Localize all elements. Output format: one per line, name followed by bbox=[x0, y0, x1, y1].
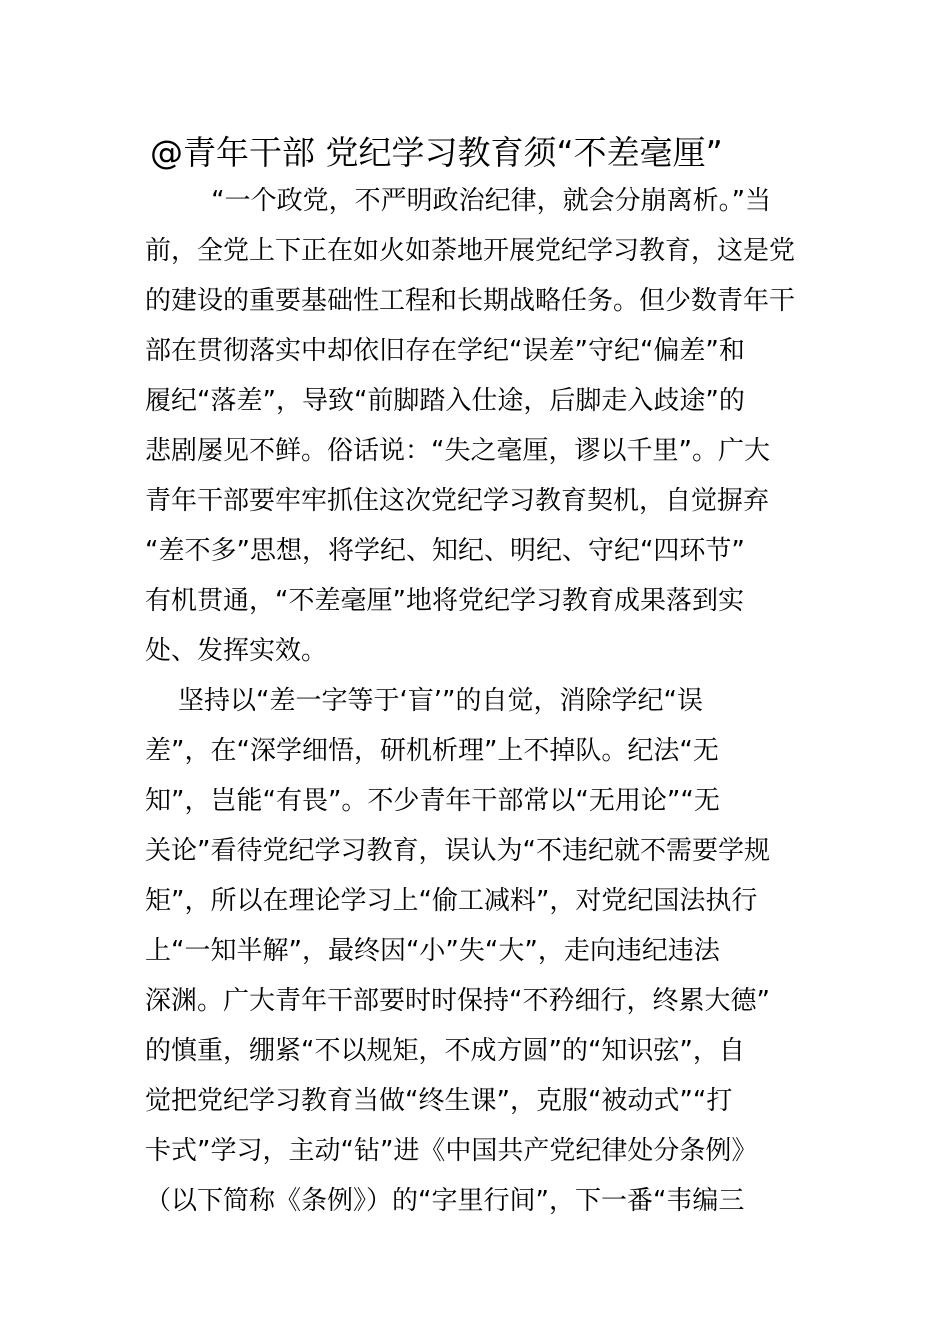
text-line: 前，全党上下正在如火如荼地开展党纪学习教育，这是党 bbox=[145, 236, 796, 266]
text-line: 的慎重，绷紧“不以规矩，不成方圆”的“知识弦”，自 bbox=[145, 1036, 745, 1066]
text-line: 处、发挥实效。 bbox=[145, 636, 328, 666]
text-line: 深渊。广大青年干部要时时保持“不矜细行，终累大德” bbox=[145, 986, 770, 1016]
text-line: 上“一知半解”，最终因“小”失“大”，走向违纪违法 bbox=[145, 936, 720, 966]
text-line: 矩”，所以在理论学习上“偷工减料”，对党纪国法执行 bbox=[145, 886, 758, 916]
text-line: 履纪“落差”，导致“前脚踏入仕途，后脚走入歧途”的 bbox=[145, 386, 745, 416]
text-line: “一个政党，不严明政治纪律，就会分崩离析。”当 bbox=[145, 186, 772, 216]
text-line: 悲剧屡见不鲜。俗话说：“失之毫厘，谬以千里”。广大 bbox=[145, 436, 770, 466]
text-line: 有机贯通，“不差毫厘”地将党纪学习教育成果落到实 bbox=[145, 586, 744, 616]
text-line: “差不多”思想，将学纪、知纪、明纪、守纪“四环节” bbox=[145, 536, 745, 566]
text-line: 的建设的重要基础性工程和长期战略任务。但少数青年干 bbox=[145, 286, 796, 316]
text-line: 卡式”学习，主动“钻”进《中国共产党纪律处分条例》 bbox=[145, 1136, 758, 1166]
text-line: 知”，岂能“有畏”。不少青年干部常以“无用论”“无 bbox=[145, 786, 720, 816]
article-title: @青年干部 党纪学习教育须“不差毫厘” bbox=[150, 133, 723, 172]
text-line: （以下简称《条例》）的“字里行间”，下一番“韦编三 bbox=[145, 1186, 745, 1216]
text-line: 觉把党纪学习教育当做“终生课”，克服“被动式”“打 bbox=[145, 1086, 733, 1116]
text-line: 部在贯彻落实中却依旧存在学纪“误差”守纪“偏差”和 bbox=[145, 336, 745, 366]
article-body bbox=[145, 176, 809, 1226]
text-line: 关论”看待党纪学习教育，误认为“不违纪就不需要学规 bbox=[145, 836, 770, 866]
text-line: 青年干部要牢牢抓住这次党纪学习教育契机，自觉摒弃 bbox=[145, 486, 770, 516]
text-line: 坚持以“差一字等于‘盲’”的自觉，消除学纪“误 bbox=[145, 686, 703, 716]
text-line: 差”，在“深学细悟，研机析理”上不掉队。纪法“无 bbox=[145, 736, 719, 766]
